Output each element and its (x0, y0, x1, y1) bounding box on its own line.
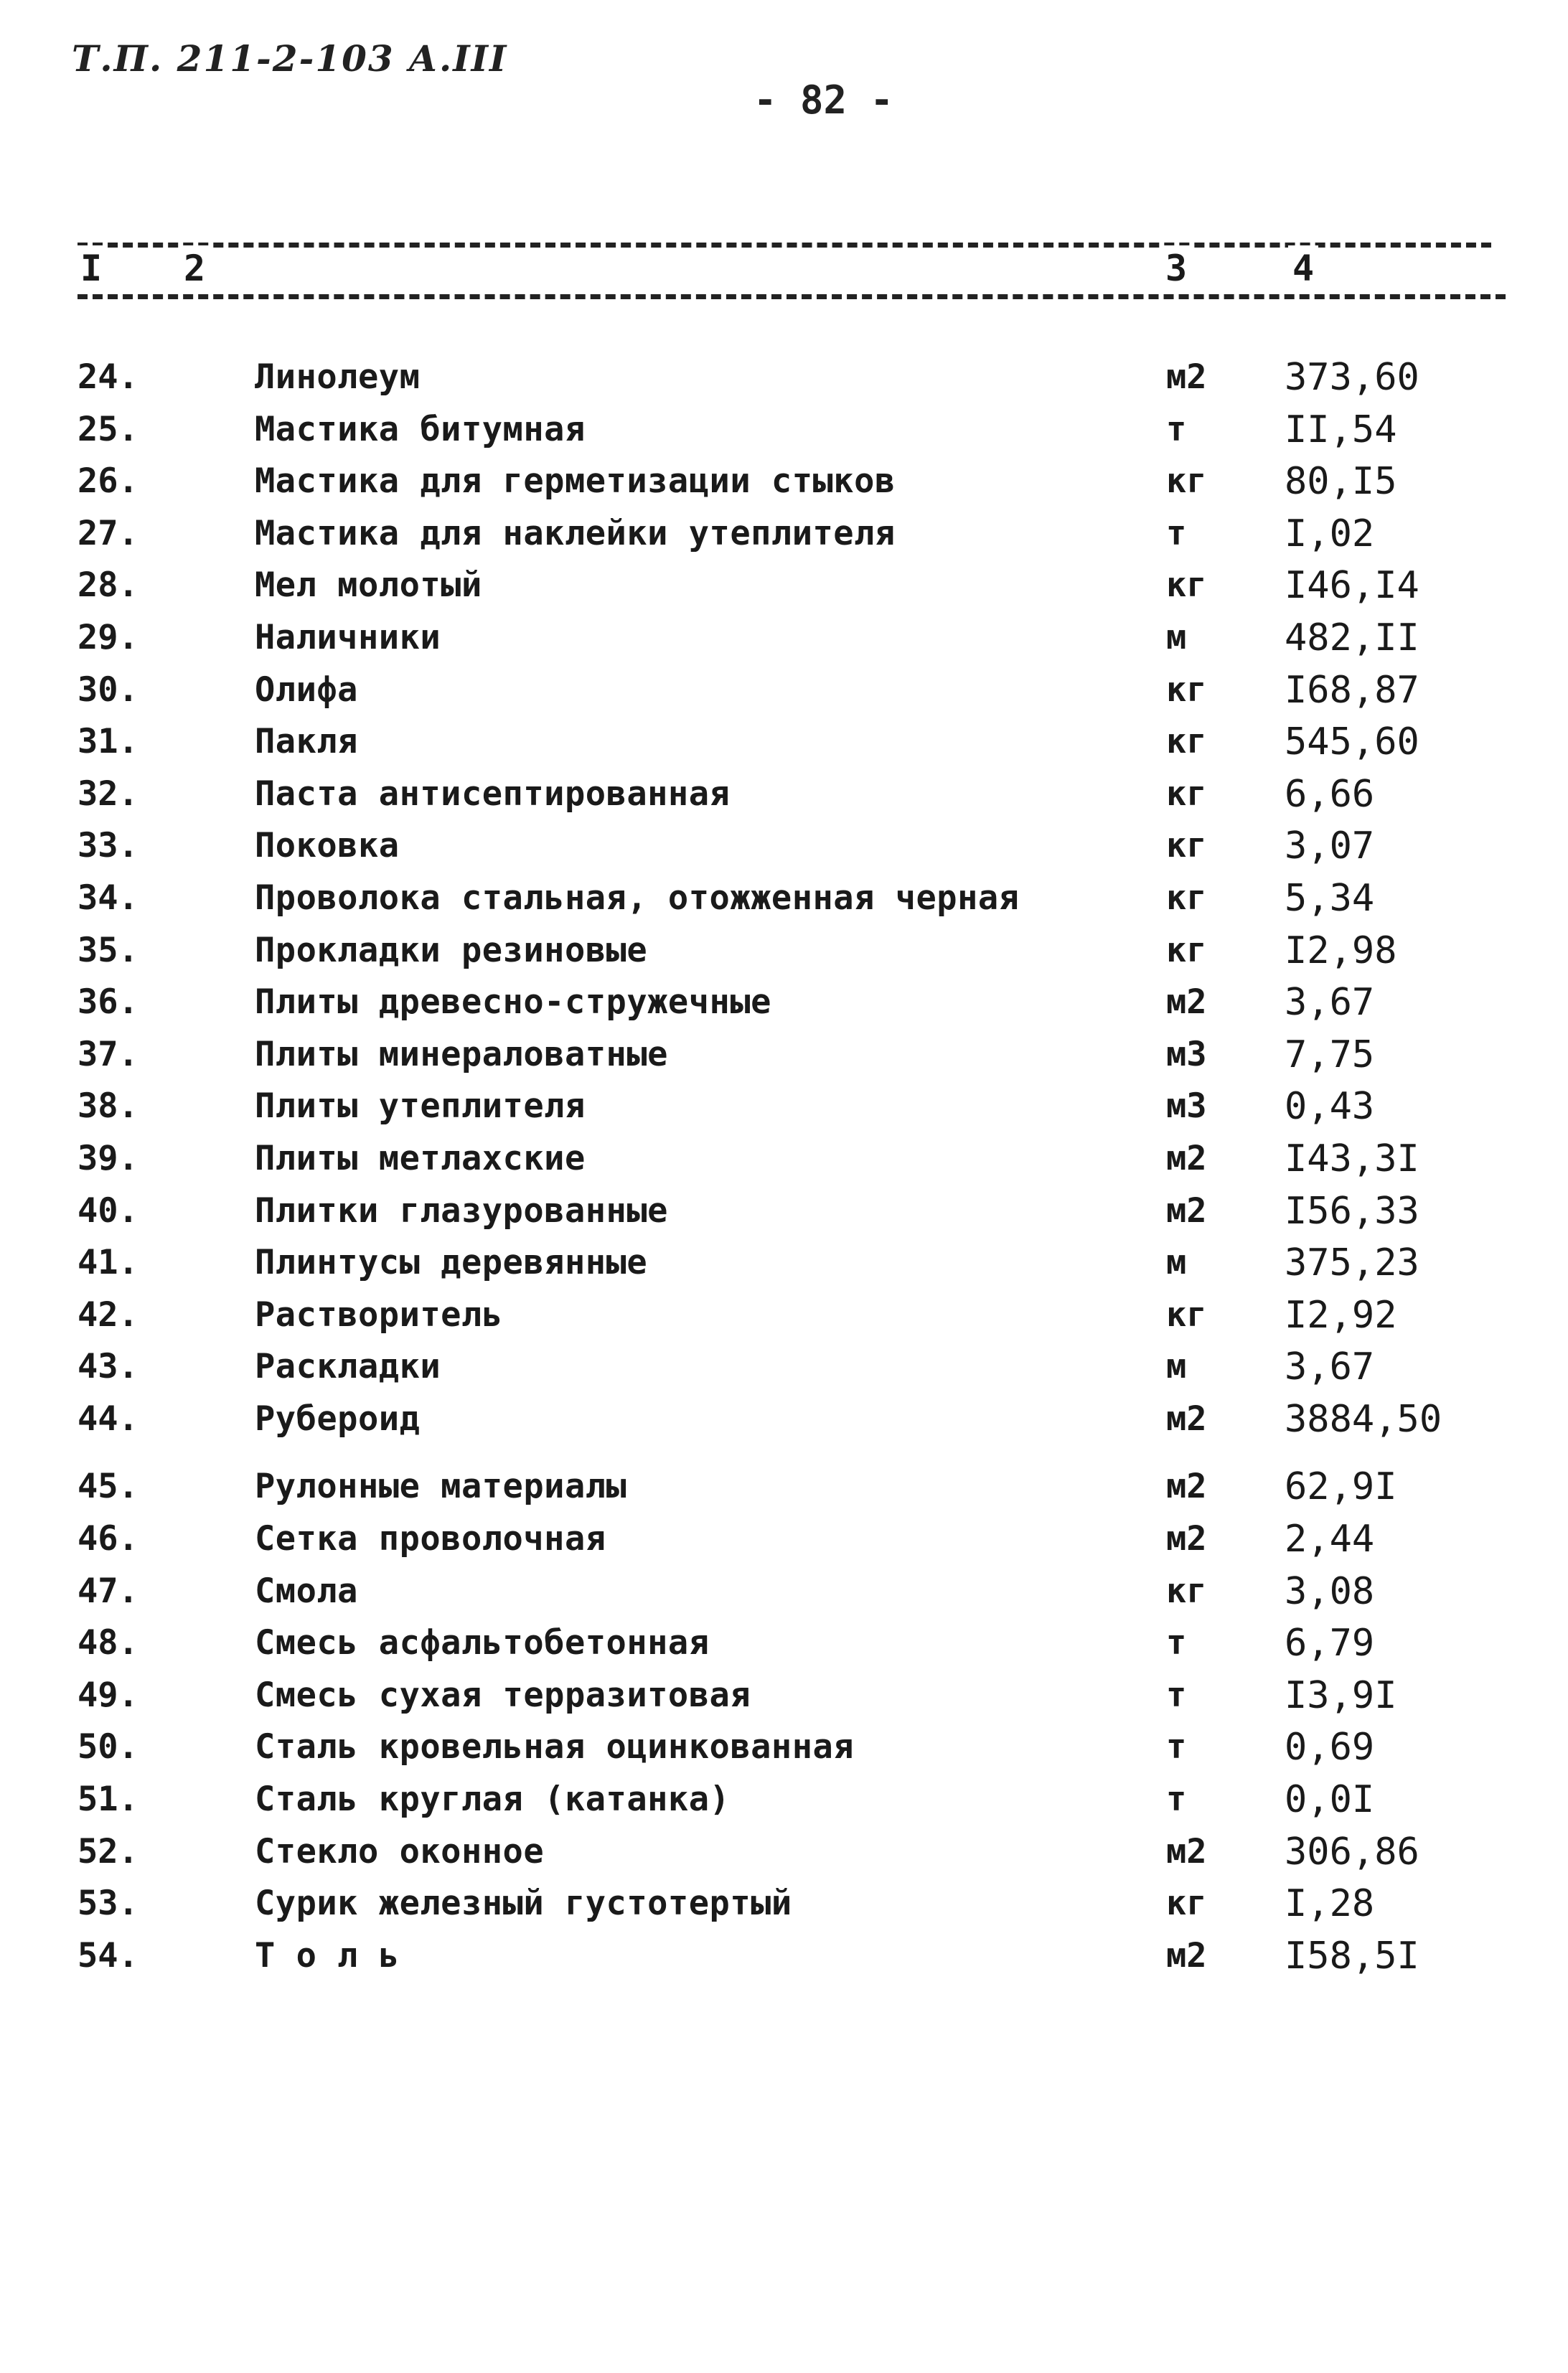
material-name: Олифа (255, 669, 358, 710)
column-header-2: 2 (179, 245, 210, 291)
table-row (0, 716, 1568, 769)
unit: м3 (1166, 1086, 1207, 1127)
unit: кг (1166, 461, 1207, 502)
material-name: Смесь сухая терразитовая (255, 1675, 751, 1715)
table-row (0, 820, 1568, 873)
quantity: 3884,50 (1285, 1397, 1442, 1441)
unit: м2 (1166, 982, 1207, 1023)
row-number: 40. (78, 1190, 139, 1231)
header-rule-bottom (78, 294, 1506, 299)
quantity: I56,33 (1285, 1189, 1419, 1233)
table-row (0, 664, 1568, 717)
row-number: 35. (78, 930, 139, 970)
quantity: 62,9I (1285, 1465, 1397, 1509)
quantity: I68,87 (1285, 668, 1419, 712)
unit: м2 (1166, 1190, 1207, 1231)
material-name: Паста антисептированная (255, 774, 731, 814)
row-number: 27. (78, 513, 139, 553)
material-name: Растворитель (255, 1294, 503, 1335)
material-name: Сетка проволочная (255, 1519, 606, 1559)
table-row (0, 873, 1568, 925)
material-name: Линолеум (255, 357, 421, 397)
unit: т (1166, 1675, 1187, 1715)
table-row (0, 1289, 1568, 1342)
table-row (0, 1029, 1568, 1081)
quantity: 0,0I (1285, 1778, 1375, 1822)
table-row (0, 1461, 1568, 1513)
doc-code: Т.П. 211-2-103 А.III (72, 37, 508, 80)
material-name: Раскладки (255, 1347, 441, 1387)
unit: м (1166, 1243, 1187, 1283)
unit: м2 (1166, 1519, 1207, 1559)
quantity: I2,92 (1285, 1293, 1397, 1337)
row-number: 32. (78, 774, 139, 814)
quantity: I,28 (1285, 1882, 1375, 1926)
unit: кг (1166, 722, 1207, 762)
row-number: 28. (78, 565, 139, 606)
quantity: II,54 (1285, 408, 1397, 451)
unit: кг (1166, 826, 1207, 866)
material-name: Плиты утеплителя (255, 1086, 586, 1127)
material-name: Т о л ь (255, 1935, 400, 1975)
unit: м2 (1166, 357, 1207, 397)
quantity: 0,43 (1285, 1085, 1375, 1129)
unit: кг (1166, 565, 1207, 606)
table-row (0, 1721, 1568, 1774)
material-name: Смола (255, 1571, 358, 1611)
material-name: Прокладки резиновые (255, 930, 648, 970)
quantity: 482,II (1285, 616, 1419, 659)
table-row (0, 1826, 1568, 1879)
row-number: 39. (78, 1138, 139, 1178)
material-name: Мастика для наклейки утеплителя (255, 513, 896, 553)
quantity: 545,60 (1285, 720, 1419, 764)
quantity: 373,60 (1285, 356, 1419, 399)
unit: м2 (1166, 1467, 1207, 1507)
table-row (0, 1930, 1568, 1983)
unit: м3 (1166, 1034, 1207, 1074)
material-name: Рулонные материалы (255, 1467, 627, 1507)
quantity: 7,75 (1285, 1033, 1375, 1076)
table-row (0, 560, 1568, 612)
unit: кг (1166, 774, 1207, 814)
row-number: 34. (78, 878, 139, 918)
row-number: 29. (78, 617, 139, 657)
quantity: 3,08 (1285, 1569, 1375, 1613)
material-name: Мастика для герметизации стыков (255, 461, 896, 502)
unit: кг (1166, 930, 1207, 970)
table-row (0, 1566, 1568, 1618)
quantity: 80,I5 (1285, 460, 1397, 504)
row-number: 51. (78, 1780, 139, 1820)
table-row (0, 1081, 1568, 1133)
row-number: 31. (78, 722, 139, 762)
unit: кг (1166, 1884, 1207, 1924)
material-name: Стекло оконное (255, 1831, 545, 1871)
material-name: Проволока стальная, отожженная черная (255, 878, 1020, 918)
material-name: Смесь асфальтобетонная (255, 1623, 710, 1663)
quantity: I2,98 (1285, 929, 1397, 972)
material-name: Рубероид (255, 1399, 421, 1439)
material-name: Наличники (255, 617, 441, 657)
row-number: 54. (78, 1935, 139, 1975)
quantity: I46,I4 (1285, 564, 1419, 608)
material-name: Плитки глазурованные (255, 1190, 668, 1231)
material-name: Плиты метлахские (255, 1138, 586, 1178)
row-number: 30. (78, 669, 139, 710)
unit: кг (1166, 669, 1207, 710)
unit: кг (1166, 878, 1207, 918)
unit: т (1166, 1780, 1187, 1820)
row-number: 53. (78, 1884, 139, 1924)
material-name: Плинтусы деревянные (255, 1243, 648, 1283)
material-name: Сурик железный густотертый (255, 1884, 792, 1924)
row-number: 38. (78, 1086, 139, 1127)
unit: м (1166, 617, 1187, 657)
quantity: 2,44 (1285, 1518, 1375, 1561)
header-rule-top (78, 243, 1491, 248)
row-number: 36. (78, 982, 139, 1023)
table-row (0, 1670, 1568, 1722)
row-number: 47. (78, 1571, 139, 1611)
table-row (0, 1513, 1568, 1566)
quantity: 3,67 (1285, 981, 1375, 1025)
row-number: 45. (78, 1467, 139, 1507)
unit: кг (1166, 1571, 1207, 1611)
row-number: 37. (78, 1034, 139, 1074)
unit: т (1166, 1727, 1187, 1767)
row-number: 25. (78, 409, 139, 449)
page-number: - 82 - (754, 77, 894, 123)
quantity: I3,9I (1285, 1673, 1397, 1717)
table-row (0, 404, 1568, 456)
row-number: 50. (78, 1727, 139, 1767)
unit: т (1166, 513, 1187, 553)
table-row (0, 977, 1568, 1029)
unit: т (1166, 1623, 1187, 1663)
table-row (0, 1185, 1568, 1238)
row-number: 43. (78, 1347, 139, 1387)
column-header-3: 3 (1161, 245, 1191, 291)
quantity: 306,86 (1285, 1830, 1419, 1874)
table-row (0, 1394, 1568, 1446)
row-number: 46. (78, 1519, 139, 1559)
material-name: Плиты минераловатные (255, 1034, 668, 1074)
material-name: Пакля (255, 722, 358, 762)
table-row (0, 1617, 1568, 1670)
unit: кг (1166, 1294, 1207, 1335)
unit: м2 (1166, 1399, 1207, 1439)
unit: т (1166, 409, 1187, 449)
table-row (0, 1878, 1568, 1930)
table-row (0, 352, 1568, 404)
quantity: 3,67 (1285, 1345, 1375, 1389)
table-row (0, 925, 1568, 977)
quantity: 6,66 (1285, 772, 1375, 816)
unit: м (1166, 1347, 1187, 1387)
quantity: 375,23 (1285, 1241, 1419, 1285)
materials-table (0, 352, 1568, 1982)
unit: м2 (1166, 1831, 1207, 1871)
quantity: 6,79 (1285, 1622, 1375, 1665)
material-name: Мастика битумная (255, 409, 586, 449)
quantity: 0,69 (1285, 1726, 1375, 1770)
quantity: I,02 (1285, 512, 1375, 555)
column-header-4: 4 (1288, 245, 1318, 291)
quantity: I43,3I (1285, 1137, 1419, 1180)
row-number: 24. (78, 357, 139, 397)
table-row (0, 1133, 1568, 1185)
quantity: I58,5I (1285, 1934, 1419, 1978)
row-number: 26. (78, 461, 139, 502)
table-row (0, 1341, 1568, 1394)
row-number: 33. (78, 826, 139, 866)
unit: м2 (1166, 1935, 1207, 1975)
table-row (0, 612, 1568, 664)
material-name: Поковка (255, 826, 400, 866)
unit: м2 (1166, 1138, 1207, 1178)
quantity: 5,34 (1285, 876, 1375, 920)
row-number: 49. (78, 1675, 139, 1715)
material-name: Плиты древесно-стружечные (255, 982, 771, 1023)
table-row (0, 1237, 1568, 1289)
table-row (0, 508, 1568, 560)
row-number: 44. (78, 1399, 139, 1439)
material-name: Сталь круглая (катанка) (255, 1780, 731, 1820)
table-row (0, 456, 1568, 508)
quantity: 3,07 (1285, 824, 1375, 868)
material-name: Сталь кровельная оцинкованная (255, 1727, 855, 1767)
table-row (0, 1774, 1568, 1826)
column-header-1: I (76, 245, 106, 291)
row-number: 52. (78, 1831, 139, 1871)
table-row (0, 769, 1568, 821)
material-name: Мел молотый (255, 565, 482, 606)
row-number: 48. (78, 1623, 139, 1663)
row-number: 42. (78, 1294, 139, 1335)
row-number: 41. (78, 1243, 139, 1283)
